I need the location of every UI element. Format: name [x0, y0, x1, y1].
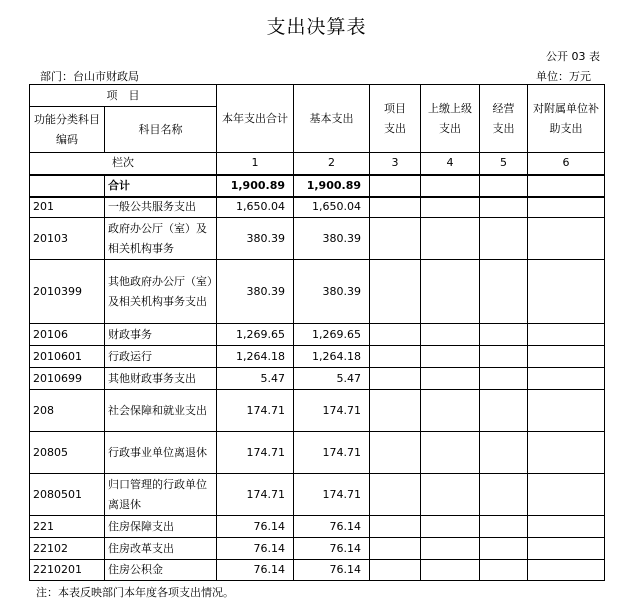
empty-cell [480, 324, 528, 346]
empty-cell [528, 474, 605, 516]
row-name: 住房改革支出 [105, 538, 217, 560]
row-name: 政府办公厅（室）及相关机构事务 [105, 218, 217, 260]
empty-cell [480, 175, 528, 197]
empty-cell [370, 390, 421, 432]
empty-cell [528, 218, 605, 260]
row-name: 财政事务 [105, 324, 217, 346]
summary-label: 合计 [105, 175, 217, 197]
expenditure-table [29, 84, 605, 581]
row-basic: 76.14 [294, 538, 370, 560]
table-row [30, 218, 605, 260]
row-code: 201 [30, 197, 105, 218]
column-number: 4 [421, 153, 480, 175]
empty-cell [528, 560, 605, 581]
row-total: 76.14 [217, 538, 294, 560]
empty-cell [421, 560, 480, 581]
empty-cell [370, 175, 421, 197]
empty-cell [480, 474, 528, 516]
empty-cell [528, 516, 605, 538]
table-row [30, 260, 605, 324]
empty-cell [370, 560, 421, 581]
row-code: 20805 [30, 432, 105, 474]
row-code: 20106 [30, 324, 105, 346]
empty-cell [421, 390, 480, 432]
code-column-header: 功能分类科目编码 [30, 107, 105, 153]
empty-cell [480, 260, 528, 324]
row-basic: 174.71 [294, 432, 370, 474]
empty-cell [528, 175, 605, 197]
empty-cell [480, 516, 528, 538]
empty-cell [370, 324, 421, 346]
footnote: 注：本表反映部门本年度各项支出情况。 [36, 586, 234, 599]
table-row [30, 197, 605, 218]
empty-cell [370, 346, 421, 368]
project-column-header: 项目支出 [370, 85, 421, 153]
row-name: 社会保障和就业支出 [105, 390, 217, 432]
table-row [30, 538, 605, 560]
empty-cell [421, 175, 480, 197]
summary-total: 1,900.89 [217, 175, 294, 197]
summary-code-cell [30, 175, 105, 197]
empty-cell [480, 197, 528, 218]
empty-cell [421, 368, 480, 390]
empty-cell [421, 346, 480, 368]
empty-cell [421, 516, 480, 538]
row-name: 一般公共服务支出 [105, 197, 217, 218]
empty-cell [480, 390, 528, 432]
row-name: 行政事业单位离退休 [105, 432, 217, 474]
empty-cell [528, 432, 605, 474]
empty-cell [370, 432, 421, 474]
empty-cell [528, 390, 605, 432]
row-total: 1,269.65 [217, 324, 294, 346]
row-basic: 380.39 [294, 218, 370, 260]
row-basic: 174.71 [294, 390, 370, 432]
row-basic: 76.14 [294, 560, 370, 581]
table-row [30, 474, 605, 516]
empty-cell [370, 474, 421, 516]
basic-column-header: 基本支出 [294, 85, 370, 153]
column-number: 6 [528, 153, 605, 175]
row-code: 20103 [30, 218, 105, 260]
unit-label: 单位：万元 [536, 70, 591, 83]
empty-cell [528, 260, 605, 324]
table-row [30, 346, 605, 368]
empty-cell [421, 538, 480, 560]
empty-cell [528, 324, 605, 346]
column-number: 3 [370, 153, 421, 175]
empty-cell [421, 218, 480, 260]
empty-cell [370, 538, 421, 560]
row-name: 行政运行 [105, 346, 217, 368]
table-row [30, 324, 605, 346]
row-total: 1,650.04 [217, 197, 294, 218]
row-name: 住房公积金 [105, 560, 217, 581]
row-name: 住房保障支出 [105, 516, 217, 538]
subsidy-column-header: 对附属单位补助支出 [528, 85, 605, 153]
row-total: 76.14 [217, 516, 294, 538]
row-code: 2080501 [30, 474, 105, 516]
row-code: 22102 [30, 538, 105, 560]
empty-cell [528, 346, 605, 368]
empty-cell [480, 218, 528, 260]
row-basic: 174.71 [294, 474, 370, 516]
empty-cell [480, 538, 528, 560]
row-basic: 1,650.04 [294, 197, 370, 218]
empty-cell [370, 368, 421, 390]
row-basic: 1,264.18 [294, 346, 370, 368]
department-label: 部门：台山市财政局 [40, 70, 139, 83]
total-column-header: 本年支出合计 [217, 85, 294, 153]
column-order-label: 栏次 [30, 153, 217, 175]
document-number: 公开 03 表 [546, 50, 600, 63]
row-code: 2010399 [30, 260, 105, 324]
table-row [30, 390, 605, 432]
empty-cell [421, 260, 480, 324]
row-basic: 76.14 [294, 516, 370, 538]
row-name: 归口管理的行政单位离退休 [105, 474, 217, 516]
table-row [30, 432, 605, 474]
item-group-header: 项 目 [30, 85, 217, 107]
row-total: 174.71 [217, 432, 294, 474]
row-code: 2210201 [30, 560, 105, 581]
row-basic: 380.39 [294, 260, 370, 324]
column-number: 2 [294, 153, 370, 175]
row-code: 208 [30, 390, 105, 432]
remit-column-header: 上缴上级支出 [421, 85, 480, 153]
table-row [30, 516, 605, 538]
empty-cell [370, 260, 421, 324]
empty-cell [528, 197, 605, 218]
row-code: 2010699 [30, 368, 105, 390]
table-row [30, 368, 605, 390]
business-column-header: 经营支出 [480, 85, 528, 153]
row-total: 174.71 [217, 474, 294, 516]
empty-cell [480, 560, 528, 581]
empty-cell [370, 197, 421, 218]
summary-row [30, 175, 605, 197]
empty-cell [480, 368, 528, 390]
column-number: 1 [217, 153, 294, 175]
row-total: 76.14 [217, 560, 294, 581]
row-code: 221 [30, 516, 105, 538]
empty-cell [528, 538, 605, 560]
row-code: 2010601 [30, 346, 105, 368]
page-title: 支出决算表 [266, 16, 367, 38]
table-row [30, 560, 605, 581]
empty-cell [421, 432, 480, 474]
row-name: 其他财政事务支出 [105, 368, 217, 390]
empty-cell [421, 324, 480, 346]
row-total: 380.39 [217, 260, 294, 324]
row-name: 其他政府办公厅（室）及相关机构事务支出 [105, 260, 217, 324]
empty-cell [370, 218, 421, 260]
row-basic: 1,269.65 [294, 324, 370, 346]
empty-cell [421, 474, 480, 516]
empty-cell [421, 197, 480, 218]
row-total: 380.39 [217, 218, 294, 260]
summary-basic: 1,900.89 [294, 175, 370, 197]
empty-cell [480, 432, 528, 474]
row-basic: 5.47 [294, 368, 370, 390]
empty-cell [370, 516, 421, 538]
column-number: 5 [480, 153, 528, 175]
row-total: 1,264.18 [217, 346, 294, 368]
empty-cell [480, 346, 528, 368]
name-column-header: 科目名称 [105, 107, 217, 153]
row-total: 5.47 [217, 368, 294, 390]
empty-cell [528, 368, 605, 390]
row-total: 174.71 [217, 390, 294, 432]
